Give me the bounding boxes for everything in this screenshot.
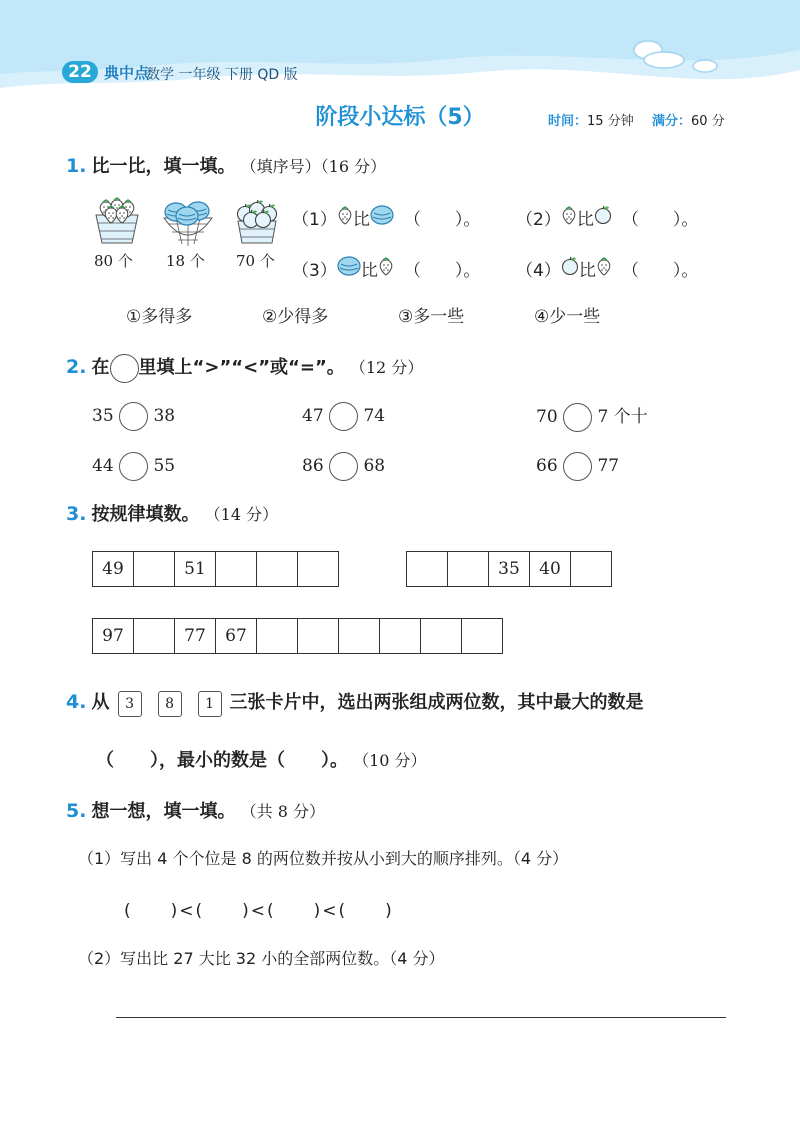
page-number: 22: [62, 61, 98, 83]
right-value: 38: [153, 406, 176, 426]
left-value: 47: [302, 406, 324, 426]
q1-option: ①多得多: [126, 307, 193, 327]
sequence-cell[interactable]: 51: [175, 552, 216, 587]
sequence-cell[interactable]: [339, 619, 380, 654]
right-value: 74: [363, 406, 386, 426]
sequence-cell[interactable]: [134, 552, 175, 587]
book-logo: 典中点: [104, 64, 150, 82]
strawberry-icon: [378, 257, 394, 276]
left-value: 35: [92, 406, 114, 426]
q5-number: 5.: [66, 800, 87, 822]
strawberry-icon: [596, 257, 612, 276]
time-value: 15 分钟: [587, 114, 634, 129]
q1-item-3: [292, 256, 480, 281]
left-value: 66: [536, 456, 558, 476]
watermelon-icon: [370, 205, 394, 225]
sequence-cell[interactable]: 67: [216, 619, 257, 654]
q2-prompt-a: 在: [91, 357, 110, 378]
sequence-cell[interactable]: 35: [489, 552, 530, 587]
sequence-cell[interactable]: [421, 619, 462, 654]
compare-item: [302, 402, 385, 431]
q4-answer-blanks[interactable]: （ ），最小的数是（ ）。: [96, 750, 348, 771]
sequence-cell[interactable]: [380, 619, 421, 654]
apple-icon: [594, 205, 612, 225]
q3-number: 3.: [66, 503, 87, 525]
q2-number: 2.: [66, 356, 87, 378]
q2-note: （12 分）: [349, 358, 424, 377]
compare-circle[interactable]: [119, 402, 148, 431]
compare-circle[interactable]: [119, 452, 148, 481]
q2-heading: [66, 353, 423, 383]
basket-label: 80 个: [94, 252, 133, 270]
q1-option: ③多一些: [398, 307, 465, 327]
q5-sub2: （2）写出比 27 大比 32 小的全部两位数。（4 分）: [78, 949, 445, 968]
compare-word: 比: [578, 261, 596, 281]
number-card: 3: [118, 691, 142, 717]
q1-note: （填序号）（16 分）: [240, 157, 387, 176]
q4-number: 4.: [66, 691, 87, 713]
sequence-cell[interactable]: [571, 552, 612, 587]
item-number: （2）: [516, 210, 561, 230]
q1-number: 1.: [66, 155, 87, 177]
q2-prompt-b: 里填上“>”“<”或“=”。: [138, 357, 345, 378]
q1-heading: [66, 152, 386, 178]
circle-blank-icon: [110, 354, 139, 383]
score-info: [652, 110, 725, 129]
sequence-cell[interactable]: [216, 552, 257, 587]
score-value: 60 分: [691, 114, 725, 129]
strawberry-icon: [337, 206, 353, 225]
item-number: （4）: [516, 261, 561, 281]
sequence-cell[interactable]: [257, 552, 298, 587]
time-info: [548, 110, 634, 129]
q5-heading: [66, 797, 325, 823]
score-label: 满分：: [652, 114, 692, 129]
compare-item: [536, 452, 619, 481]
right-value: 55: [153, 456, 176, 476]
compare-circle[interactable]: [329, 402, 358, 431]
q1-item-1: [292, 205, 480, 230]
compare-word: 比: [360, 261, 378, 281]
compare-circle[interactable]: [563, 452, 592, 481]
q5-prompt: 想一想，填一填。: [91, 801, 236, 822]
q4-line2: [96, 746, 427, 772]
q1-prompt: 比一比，填一填。: [91, 156, 236, 177]
answer-line[interactable]: [116, 1017, 726, 1018]
compare-circle[interactable]: [563, 403, 592, 432]
q4-note: （10 分）: [353, 751, 427, 770]
compare-word: 比: [352, 210, 370, 230]
sequence-cell[interactable]: [407, 552, 448, 587]
right-value: 68: [363, 456, 386, 476]
right-value: 7 个十: [597, 407, 648, 427]
answer-blank[interactable]: （ ）。: [621, 261, 699, 281]
basket-label: 70 个: [236, 252, 275, 270]
sequence-cell[interactable]: [257, 619, 298, 654]
sequence-cell[interactable]: [298, 619, 339, 654]
number-card: 8: [158, 691, 182, 717]
sequence-cell[interactable]: 49: [93, 552, 134, 587]
sequence-cell[interactable]: 97: [93, 619, 134, 654]
sequence-cell[interactable]: 77: [175, 619, 216, 654]
time-label: 时间：: [548, 114, 588, 129]
q3-heading: [66, 500, 278, 526]
q4-prompt-b: 三张卡片中，选出两张组成两位数，其中最大的数是: [229, 692, 644, 713]
watermelon-basket: [160, 200, 216, 248]
q5-sub1-blanks[interactable]: ( )<( )<( )<( ): [124, 901, 394, 921]
left-value: 70: [536, 407, 558, 427]
left-value: 44: [92, 456, 114, 476]
compare-item: [92, 452, 175, 481]
compare-item: [302, 452, 385, 481]
item-number: （3）: [292, 261, 337, 281]
q3-prompt: 按规律填数。: [91, 504, 200, 525]
sequence-grid-3: [92, 618, 503, 654]
q3-note: （14 分）: [204, 505, 279, 524]
watermelon-icon: [337, 256, 361, 276]
sequence-cell[interactable]: [462, 619, 503, 654]
answer-blank[interactable]: （ ）。: [403, 210, 481, 230]
sequence-cell[interactable]: [448, 552, 489, 587]
q5-note: （共 8 分）: [240, 802, 325, 821]
sequence-grid-2: [406, 551, 612, 587]
apple-basket: [232, 197, 282, 247]
compare-circle[interactable]: [329, 452, 358, 481]
compare-item: [92, 402, 175, 431]
number-card: 1: [198, 691, 222, 717]
answer-blank[interactable]: （ ）。: [621, 210, 699, 230]
page-title: 阶段小达标（5）: [315, 105, 485, 130]
right-value: 77: [597, 456, 620, 476]
basket-label: 18 个: [166, 252, 205, 270]
apple-icon: [561, 256, 579, 276]
compare-word: 比: [576, 210, 594, 230]
answer-blank[interactable]: （ ）。: [403, 261, 481, 281]
sequence-cell[interactable]: [298, 552, 339, 587]
q1-item-4: [516, 256, 698, 281]
sequence-cell[interactable]: [134, 619, 175, 654]
q1-option: ④少一些: [534, 307, 601, 327]
q4-prompt-a: 从: [91, 692, 110, 713]
book-info: 数学 一年级 下册 QD 版: [146, 67, 298, 83]
item-number: （1）: [292, 210, 337, 230]
q1-item-2: [516, 205, 698, 230]
q5-sub1: （1）写出 4 个个位是 8 的两位数并按从小到大的顺序排列。（4 分）: [78, 849, 569, 868]
header-band: [0, 0, 800, 110]
strawberry-icon: [561, 206, 577, 225]
sequence-grid-1: [92, 551, 339, 587]
left-value: 86: [302, 456, 324, 476]
sequence-cell[interactable]: 40: [530, 552, 571, 587]
q4-heading: [66, 688, 644, 717]
compare-item: [536, 402, 648, 432]
strawberry-basket: [92, 195, 142, 247]
q1-option: ②少得多: [262, 307, 329, 327]
